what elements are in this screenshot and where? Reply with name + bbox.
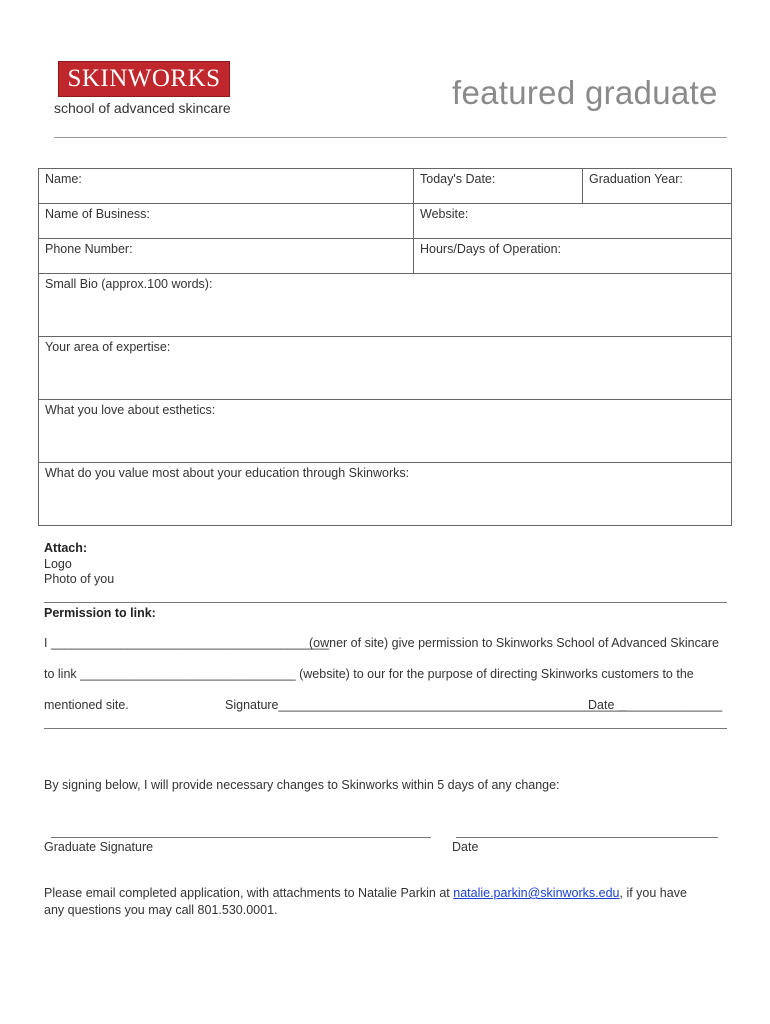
graduate-signature-label: Graduate Signature (44, 840, 154, 854)
expertise-field[interactable] (39, 337, 732, 400)
attach-divider (44, 602, 727, 603)
contact-phone: any questions you may call 801.530.0001. (44, 903, 278, 917)
attach-item-logo: Logo (44, 557, 72, 571)
business-name-label: Name of Business: (45, 207, 150, 221)
date-signature-line[interactable] (456, 837, 718, 838)
name-field[interactable] (39, 169, 414, 204)
attach-item-photo: Photo of you (44, 572, 115, 586)
website-label: Website: (420, 207, 469, 221)
permission-heading: Permission to link: (44, 606, 156, 620)
skinworks-logo: SKINWORKS (58, 61, 230, 97)
attach-heading: Attach: (44, 541, 88, 555)
permission-line-1: (owner of site) give permission to Skinworks School of Advanced Skincare (309, 636, 719, 650)
graduation-year-field[interactable] (583, 169, 732, 204)
permission-line-3: mentioned site. (44, 698, 129, 712)
school-tagline: school of advanced skincare (54, 100, 231, 116)
agreement-statement: By signing below, I will provide necessary changes to Skinworks within 5 days of any change: (44, 778, 560, 792)
expertise-label: Your area of expertise: (45, 340, 171, 354)
permission-line-2[interactable]: to link _______________________________ (website) to our for the purpose of directing Skinworks customers to the (44, 667, 694, 681)
graduation-year-label: Graduation Year: (589, 172, 683, 186)
hours-label: Hours/Days of Operation: (420, 242, 562, 256)
permission-divider (44, 728, 727, 729)
love-esthetics-label: What you love about esthetics: (45, 403, 216, 417)
permission-signature-line[interactable]: Signature__________________________________________________ (225, 698, 627, 712)
name-label: Name: (45, 172, 82, 186)
graduate-info-form (38, 168, 732, 526)
phone-field[interactable] (39, 239, 414, 274)
education-value-field[interactable] (39, 463, 732, 526)
hours-field[interactable] (414, 239, 732, 274)
todays-date-label: Today's Date: (420, 172, 496, 186)
contact-instructions (44, 886, 687, 900)
graduate-signature-line[interactable] (51, 837, 431, 838)
contact-text-tail: , if you have (619, 886, 687, 900)
bio-field[interactable] (39, 274, 732, 337)
website-field[interactable] (414, 204, 732, 239)
date-label: Date (452, 840, 479, 854)
email-link[interactable]: natalie.parkin@skinworks.edu (453, 886, 620, 900)
page-title: featured graduate (452, 74, 718, 111)
business-name-field[interactable] (39, 204, 414, 239)
love-esthetics-field[interactable] (39, 400, 732, 463)
todays-date-field[interactable] (414, 169, 583, 204)
bio-label: Small Bio (approx.100 words): (45, 277, 213, 291)
education-value-label: What do you value most about your education through Skinworks: (45, 466, 410, 480)
phone-label: Phone Number: (45, 242, 133, 256)
header-divider (54, 137, 727, 138)
permission-owner-blank[interactable]: I ________________________________________ (44, 636, 330, 650)
contact-text: Please email completed application, with attachments to Natalie Parkin at (44, 886, 454, 900)
permission-date-line[interactable]: Date _______________ (588, 698, 723, 712)
